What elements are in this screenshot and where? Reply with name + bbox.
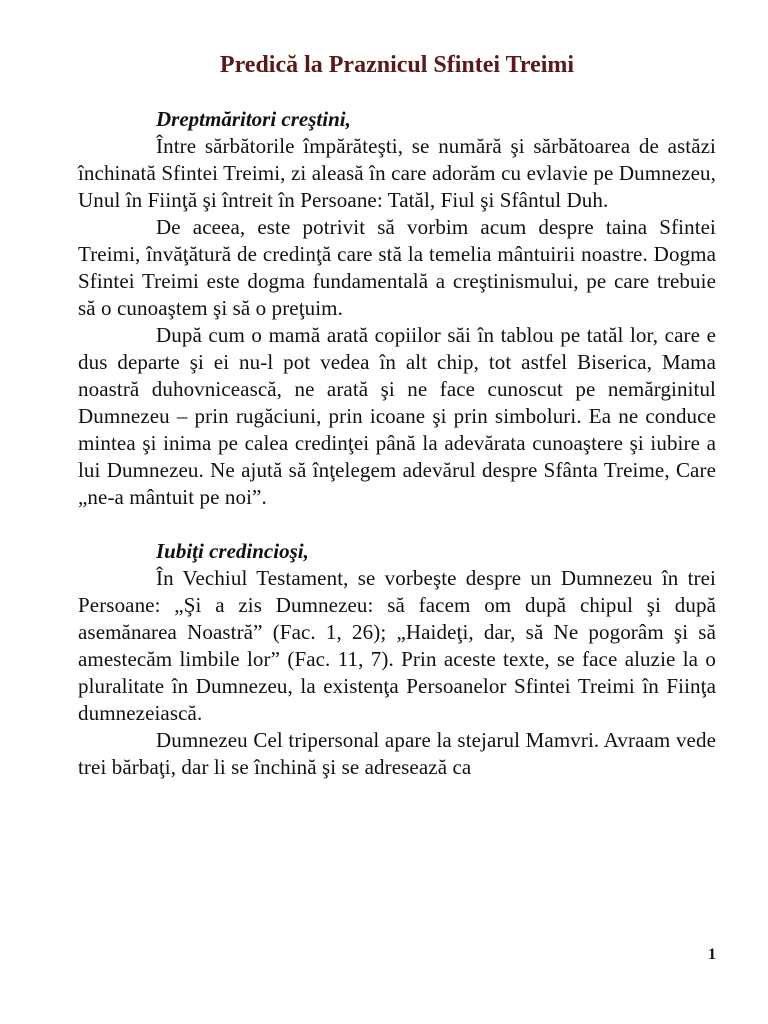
paragraph-4: În Vechiul Testament, se vorbeşte despre un Dumnezeu în trei Persoane: „Şi a zis Dumnezeu: să facem om după chipul şi după asemănarea Noastră” (Fac. 1, 26); „Haideţi, dar, să Ne pogorâm şi să amestecăm limbile lor” (Fac. 11, 7). Prin aceste texte, se face aluzie la o pluralitate în Dumnezeu, la existenţa Persoanelor Sfintei Treimi în Fiinţa dumnezeiască. (78, 566, 716, 725)
salutation-2: Iubiţi credincioşi, (156, 539, 309, 563)
paragraph-2: De aceea, este potrivit să vorbim acum despre taina Sfintei Treimi, învăţătură de credinţă care stă la temelia mântuirii noastre. Dogma Sfintei Treimi este dogma fundamentală a creştinismului, pe care trebuie să o cunoaştem şi să o preţuim. (78, 215, 716, 320)
page-number: 1 (708, 946, 716, 963)
document-page (78, 48, 716, 781)
page-title: Predică la Praznicul Sfintei Treimi (219, 52, 575, 78)
paragraph-5: Dumnezeu Cel tripersonal apare la stejarul Mamvri. Avraam vede trei bărbaţi, dar li se închină şi se adresează ca (78, 728, 716, 779)
paragraph-1: Între sărbătorile împărăteşti, se numără şi sărbătoarea de astăzi închinată Sfintei Treimi, zi aleasă în care adorăm cu evlavie pe Dumnezeu, Unul în Fiinţă şi întreit în Persoane: Tatăl, Fiul şi Sfântul Duh. (78, 134, 716, 212)
paragraph-3: După cum o mamă arată copiilor săi în tablou pe tatăl lor, care e dus departe şi ei nu-l pot vedea în alt chip, tot astfel Biserica, Mama noastră duhovnicească, ne arată şi ne face cunoscut pe nemărginitul Dumnezeu – prin rugăciuni, prin icoane şi prin simboluri. Ea ne conduce mintea şi inima pe calea credinţei până la adevărata cunoaştere şi iubire a lui Dumnezeu. Ne ajută să înţelegem adevărul despre Sfânta Treime, Care „ne-a mântuit pe noi”. (78, 323, 716, 509)
salutation-1: Dreptmăritori creştini, (156, 107, 351, 131)
